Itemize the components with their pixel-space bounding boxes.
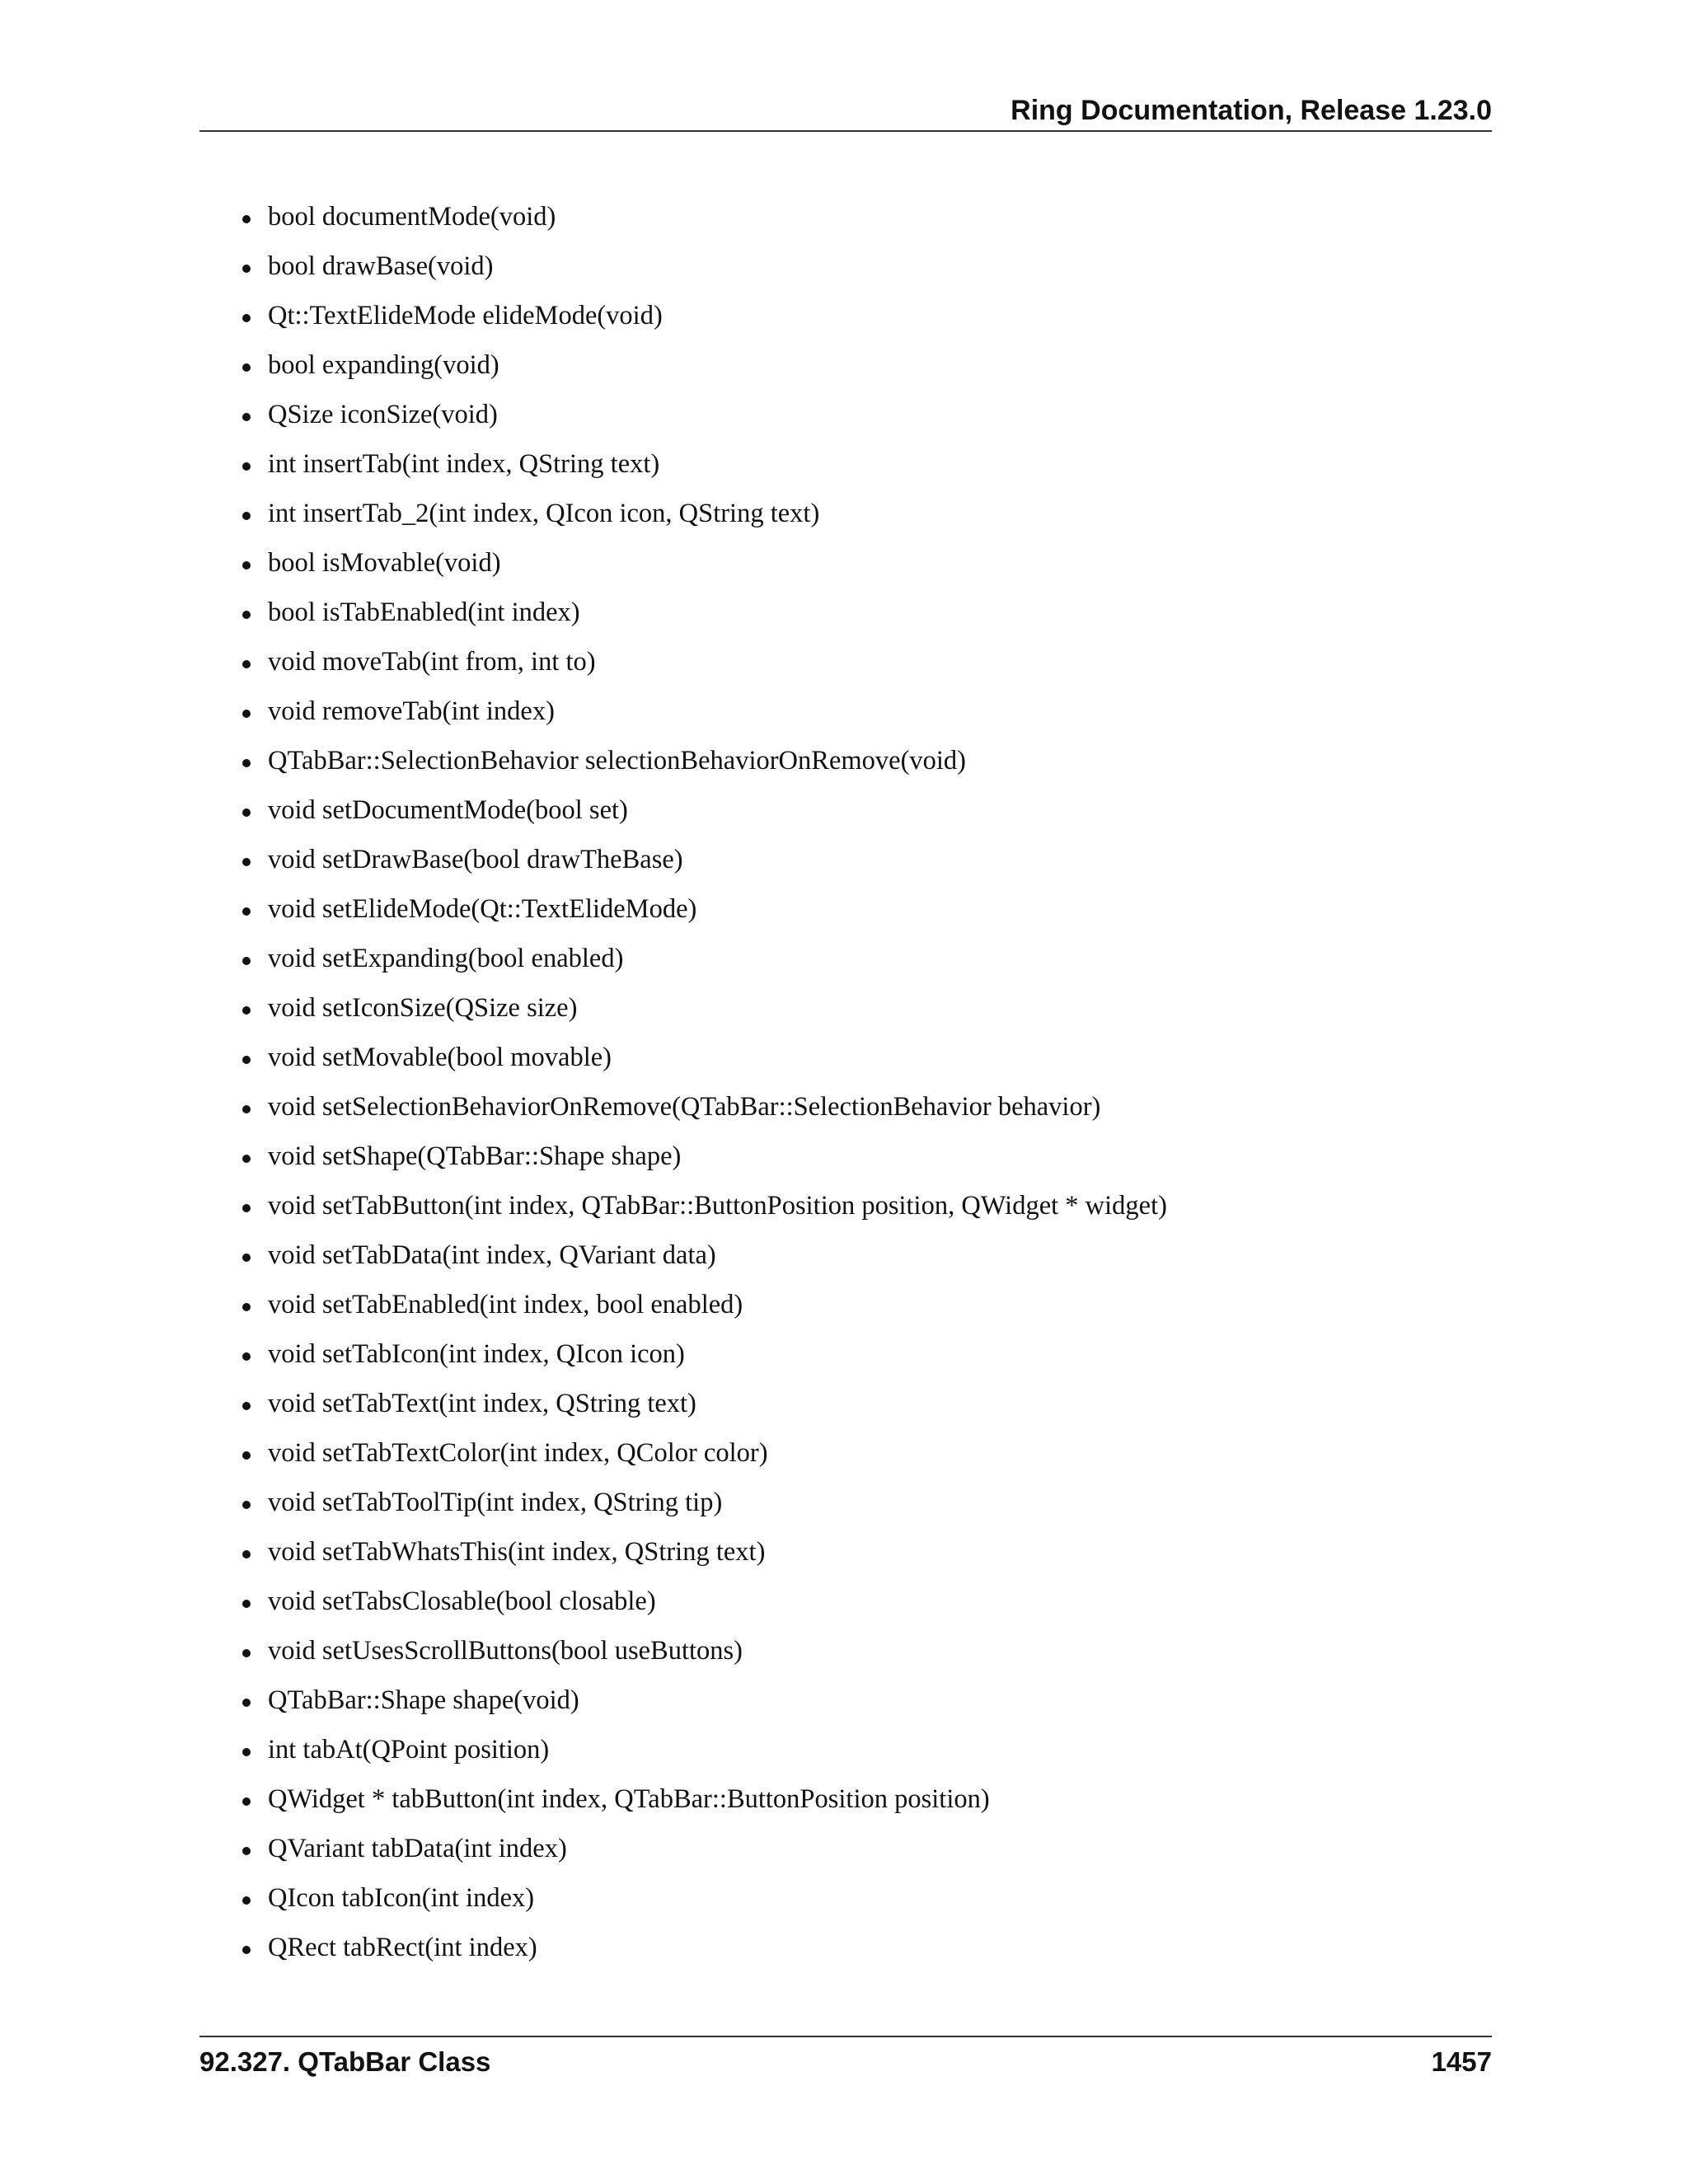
bullet-icon — [242, 907, 251, 916]
method-list-item — [241, 394, 1167, 443]
method-signature: void setDocumentMode(bool set) — [268, 795, 628, 825]
bullet-icon — [242, 1748, 251, 1756]
bullet-icon — [242, 1896, 251, 1905]
method-signature: void setUsesScrollButtons(bool useButtons) — [268, 1636, 743, 1666]
bullet-icon — [242, 957, 251, 965]
method-signature: void setTabWhatsThis(int index, QString text) — [268, 1537, 766, 1567]
method-signature: QTabBar::SelectionBehavior selectionBehaviorOnRemove(void) — [268, 746, 966, 776]
bullet-icon — [242, 1699, 251, 1707]
method-list-item — [241, 1383, 1167, 1432]
section-title: 92.327. QTabBar Class — [199, 2046, 491, 2077]
method-signature: void setSelectionBehaviorOnRemove(QTabBar::SelectionBehavior behavior) — [268, 1092, 1101, 1122]
method-list-item — [241, 246, 1167, 295]
method-list-item — [241, 1779, 1167, 1828]
method-signature: void setTabText(int index, QString text) — [268, 1389, 696, 1418]
method-signature: QIcon tabIcon(int index) — [268, 1883, 535, 1913]
bullet-icon — [242, 1105, 251, 1113]
method-list-item — [241, 888, 1167, 938]
bullet-icon — [242, 1797, 251, 1806]
bullet-icon — [242, 1402, 251, 1410]
method-signature: void setMovable(bool movable) — [268, 1043, 612, 1072]
method-list-item — [241, 987, 1167, 1037]
method-list-item — [241, 691, 1167, 740]
method-signature: void setTabIcon(int index, QIcon icon) — [268, 1339, 685, 1369]
method-list-item — [241, 1284, 1167, 1333]
bullet-icon — [242, 215, 251, 223]
method-signature: bool isMovable(void) — [268, 548, 501, 578]
method-signature: bool isTabEnabled(int index) — [268, 598, 580, 627]
method-signature: Qt::TextElideMode elideMode(void) — [268, 301, 663, 330]
method-signature: bool drawBase(void) — [268, 251, 494, 281]
method-list-item — [241, 641, 1167, 691]
bullet-icon — [242, 1600, 251, 1608]
method-signature: void setTabData(int index, QVariant data) — [268, 1240, 716, 1270]
method-signature: void setIconSize(QSize size) — [268, 993, 578, 1023]
bullet-icon — [242, 512, 251, 520]
bullet-icon — [242, 1550, 251, 1558]
method-signature: int insertTab_2(int index, QIcon icon, QString text) — [268, 499, 820, 528]
bullet-icon — [242, 363, 251, 372]
method-list-item — [241, 1086, 1167, 1136]
method-list-item — [241, 1037, 1167, 1086]
method-signature: QWidget * tabButton(int index, QTabBar::ButtonPosition position) — [268, 1784, 990, 1814]
method-list-item — [241, 790, 1167, 839]
method-signature: void setElideMode(Qt::TextElideMode) — [268, 894, 697, 924]
method-signature: void setTabToolTip(int index, QString tip) — [268, 1488, 723, 1517]
bullet-icon — [242, 462, 251, 471]
page-footer — [199, 2036, 1492, 2079]
page-number: 1457 — [1431, 2046, 1492, 2077]
method-list-item — [241, 1185, 1167, 1235]
method-list-item — [241, 1828, 1167, 1877]
method-signature: void setTabEnabled(int index, bool enabled) — [268, 1290, 743, 1319]
bullet-icon — [242, 1303, 251, 1311]
method-signature: void setExpanding(bool enabled) — [268, 944, 624, 973]
method-signature: int insertTab(int index, QString text) — [268, 449, 660, 479]
method-list-item — [241, 1333, 1167, 1383]
method-list-item — [241, 938, 1167, 987]
method-signature: void setDrawBase(bool drawTheBase) — [268, 845, 683, 874]
method-list-item — [241, 1630, 1167, 1680]
method-list-item — [241, 1432, 1167, 1482]
bullet-icon — [242, 1946, 251, 1954]
method-list-item — [241, 542, 1167, 592]
method-list-item — [241, 1927, 1167, 1976]
method-list-item — [241, 443, 1167, 493]
method-signature: QSize iconSize(void) — [268, 400, 498, 429]
method-signature: QVariant tabData(int index) — [268, 1834, 567, 1863]
bullet-icon — [242, 1056, 251, 1064]
bullet-icon — [242, 1254, 251, 1262]
document-title: Ring Documentation, Release 1.23.0 — [1010, 95, 1492, 126]
bullet-icon — [242, 413, 251, 421]
method-signature: bool expanding(void) — [268, 350, 499, 380]
bullet-icon — [242, 1155, 251, 1163]
method-list-item — [241, 1680, 1167, 1729]
bullet-icon — [242, 1501, 251, 1509]
bullet-icon — [242, 858, 251, 866]
method-list-item — [241, 1531, 1167, 1581]
method-list-item — [241, 493, 1167, 542]
bullet-icon — [242, 660, 251, 668]
method-list-item — [241, 740, 1167, 790]
bullet-icon — [242, 561, 251, 569]
method-list-item — [241, 295, 1167, 344]
method-signature: void setTabTextColor(int index, QColor color) — [268, 1438, 768, 1468]
bullet-icon — [242, 314, 251, 322]
method-signature: void setTabsClosable(bool closable) — [268, 1586, 656, 1616]
bullet-icon — [242, 265, 251, 273]
page-header — [199, 89, 1492, 132]
method-list-item — [241, 592, 1167, 641]
method-signature: bool documentMode(void) — [268, 202, 556, 232]
method-list-item — [241, 1482, 1167, 1531]
method-signature: int tabAt(QPoint position) — [268, 1735, 550, 1765]
method-list-item — [241, 196, 1167, 246]
method-list-item — [241, 344, 1167, 394]
method-signature: void setTabButton(int index, QTabBar::ButtonPosition position, QWidget * widget) — [268, 1191, 1167, 1221]
method-list-item — [241, 1877, 1167, 1927]
bullet-icon — [242, 808, 251, 817]
bullet-icon — [242, 1847, 251, 1855]
bullet-icon — [242, 1006, 251, 1015]
bullet-icon — [242, 1649, 251, 1657]
method-list-item — [241, 1581, 1167, 1630]
bullet-icon — [242, 759, 251, 767]
method-list-item — [241, 1235, 1167, 1284]
bullet-icon — [242, 611, 251, 619]
method-signature: void removeTab(int index) — [268, 696, 555, 726]
bullet-icon — [242, 1451, 251, 1460]
method-list-item — [241, 839, 1167, 888]
bullet-icon — [242, 710, 251, 718]
method-signature: QTabBar::Shape shape(void) — [268, 1685, 579, 1715]
method-list-item — [241, 1729, 1167, 1779]
bullet-icon — [242, 1352, 251, 1361]
bullet-icon — [242, 1204, 251, 1212]
method-list-item — [241, 1136, 1167, 1185]
method-signature: void moveTab(int from, int to) — [268, 647, 596, 677]
method-signature: void setShape(QTabBar::Shape shape) — [268, 1141, 682, 1171]
method-list — [241, 196, 1167, 1976]
method-signature: QRect tabRect(int index) — [268, 1933, 537, 1962]
